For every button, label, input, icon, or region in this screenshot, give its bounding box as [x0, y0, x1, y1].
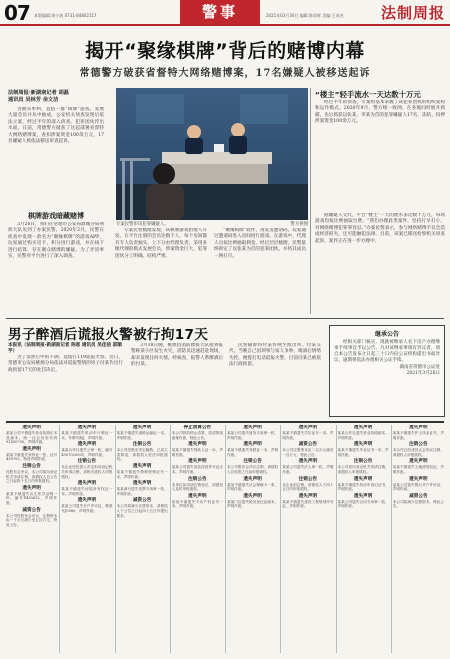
inheritance-notice — [329, 325, 445, 417]
classified-column — [338, 425, 389, 653]
classified-text: 某某不慎遗失不动产权证书一本，声明作废。 — [171, 499, 223, 509]
classified-title: 遗失声明 — [298, 493, 318, 499]
classified-divider — [115, 425, 116, 653]
classified-text: 某某合作社遗失公章一枚，编号4307020001，声明作废。 — [61, 448, 113, 457]
classified-text: 某某不慎遗失残疾人证一本，声明作废。 — [171, 448, 223, 457]
classified-title: 注销公告 — [77, 459, 97, 465]
classified-ad — [227, 459, 278, 474]
classified-text: 经股东会决议，本公司拟向登记机关申请注销，请债权人自公告之日起四十五日内申报债权。 — [6, 469, 58, 484]
classified-column — [6, 425, 57, 653]
classified-text: 本企业拟注销，请债权人于四十五日内申报债权。 — [282, 482, 334, 492]
lead-column — [214, 228, 306, 314]
classified-title: 遗失声明 — [353, 493, 373, 499]
classified-ad — [227, 494, 278, 509]
classified-text: 某某不慎遗失身份证一张，证号430702，特此声明作废。 — [6, 452, 58, 462]
classified-ad — [172, 477, 223, 492]
classified-title: 遗失声明 — [22, 485, 41, 491]
classified-text: 某某不慎遗失教师资格证书一本，声明作废。 — [116, 469, 168, 479]
classified-ad — [117, 464, 168, 479]
lead-subhead: 常德警方破获省督特大网络赌博案，17名嫌疑人被移送起诉 — [79, 68, 371, 79]
classified-ad — [393, 442, 444, 457]
classified-title: 遗失声明 — [77, 498, 97, 504]
classified-title: 减资公告 — [298, 442, 318, 448]
classified-title: 遗失声明 — [243, 425, 262, 430]
classified-column — [227, 425, 278, 653]
second-byline: 本报讯（法制周报·新湖南记者 陈恩 通讯员 吴佳信 邵顺芋） — [8, 343, 122, 355]
classified-text: 某某商行遗失发票专用章一枚，声明作废。 — [116, 487, 168, 496]
classified-text: 某某不慎遗失机动车登记证书，声明作废。 — [337, 482, 389, 492]
classified-ad — [61, 498, 112, 513]
classified-title: 遗失声明 — [353, 425, 373, 430]
classified-column — [172, 425, 223, 653]
classified-title: 遗失声明 — [409, 459, 428, 465]
classified-title: 遗失声明 — [353, 476, 373, 482]
classified-ad — [6, 508, 57, 528]
paragraph: 专案民警梳理发现，该棋牌游戏由他人开发，在平台注册的会员达数千人，每个房间都有专人负责抽头，上下分由代理负责，采用多级代理的模式发展会员，涉案资金巨大，犯罪团伙分工明确、结构严密。 — [115, 228, 207, 259]
classified-divider — [280, 425, 281, 653]
classified-text: 某某公司遗失财务专用章一枚，声明作废。 — [227, 431, 279, 440]
classified-ad — [282, 477, 333, 492]
classified-title: 遗失声明 — [243, 476, 262, 482]
masthead — [0, 0, 450, 26]
classified-text: 某某不慎遗失机动车行驶证一本，车牌号湘J，声明作废。 — [61, 431, 113, 440]
classified-ad — [6, 486, 57, 506]
classified-title: 注销公告 — [353, 459, 373, 465]
classified-title: 减资公告 — [22, 507, 41, 513]
news-photo — [116, 88, 308, 220]
classified-ad — [338, 477, 389, 492]
classified-title: 遗失声明 — [243, 442, 262, 448]
classified-title: 遗失声明 — [132, 481, 152, 487]
classified-ad — [338, 425, 389, 440]
classified-text: 某某不慎遗失土地使用权证，声明作废。 — [392, 465, 444, 474]
classified-ad — [227, 477, 278, 492]
classified-title: 注销公告 — [243, 459, 262, 465]
classified-ad — [393, 459, 444, 474]
classified-ad — [338, 442, 389, 457]
classified-text: 本公司注册资本由二百万元减至一百万元，特此公告。 — [282, 448, 334, 457]
classified-divider — [170, 425, 171, 653]
second-column — [8, 355, 123, 417]
photo-caption — [116, 221, 308, 227]
lead-byline — [8, 90, 104, 104]
classified-ad — [61, 481, 112, 496]
classified-text: 本企业经投资人决定拟向登记机关申请注销，请相关债权人申报债权。 — [61, 465, 113, 479]
editor-line: 本版编辑:周小波 0731-84802117 — [34, 13, 97, 18]
classified-ad — [117, 498, 168, 518]
classified-title: 遗失声明 — [298, 425, 318, 430]
classified-divider — [391, 425, 392, 653]
paragraph: 据嫌疑人交代，平台“楼主”一天的流水多达数十万元，每场游戏均按比例抽取台费。“我们办理此类案件，坚持打早打小，对网络赌博犯罪零容忍。”办案民警表示，参与网络赌博不仅会造成经济损失，还可能触犯法律。目前，该案已移送检察机关审查起诉，案件正在进一步办理中。 — [315, 213, 445, 244]
classified-ad — [227, 425, 278, 440]
classified-title: 注销公告 — [188, 476, 207, 482]
classified-title: 遗失声明 — [409, 425, 428, 430]
notice-title: 继承公告 — [374, 331, 399, 338]
notice-body: 经相关部门核实，现就被继承人名下房产办理继承手续事宜予以公告，凡对该继承事项有异议者，请自本公告发布之日起三十日内向公证机构提出书面异议，逾期将依法办理相关公证手续。 — [334, 340, 440, 363]
classified-ad — [61, 459, 112, 479]
byline-line: 通讯员 吴林芳 余文洁 — [8, 97, 59, 104]
classified-text: 某某门店遗失税务登记证副本，声明作废。 — [227, 499, 279, 509]
classified-text: 本公司经股东决定解散，已成立清算组，请债权人依法申报债权。 — [116, 448, 168, 462]
classifieds-rule — [6, 421, 444, 423]
issue-date-line: 2021年03月30日 编辑:陈琼辉 美编:王成杰 — [266, 13, 344, 18]
classified-ad — [393, 477, 444, 492]
classified-ad — [282, 442, 333, 457]
classified-ad — [393, 425, 444, 440]
lead-subheading: 棋牌游戏暗藏赌博 — [28, 212, 84, 220]
classified-ad — [227, 442, 278, 457]
classified-title: 遗失声明 — [77, 425, 97, 430]
notice-org: 湖南省常德市公证处 — [399, 365, 440, 370]
classified-ad — [282, 459, 333, 474]
classified-text: 某某不慎遗失社会保障卡一张，声明作废。 — [227, 482, 279, 492]
byline-line: 法制周报·新湖南记者 胡磊 — [8, 90, 69, 96]
second-headline: 男子醉酒后谎报火警被行拘17天 — [8, 327, 209, 343]
side-subheading: “楼主”轻手流水一天达数十万元 — [315, 90, 421, 99]
classified-text: 某某不慎遗失道路运输证一本，声明作废。 — [116, 431, 168, 440]
classified-ad — [61, 425, 112, 440]
classified-ad — [6, 464, 57, 484]
paragraph: 3月26日，我们在常德市公安局鼎城分局刑侦大队见到了办案民警。2020年2月，民警在侦查中发现一款名为“聚缘棋牌”的游戏APP，玩家通过购买房卡、积分进行游戏，并在线下进行结算，存在聚众赌博的嫌疑。为了弄清事实，民警对平台进行了深入调查。 — [8, 222, 104, 260]
lead-headline: 揭开“聚缘棋牌”背后的赌博内幕 — [85, 40, 365, 62]
paragraph: 经过半年的侦查，专案组基本掌握了该犯罪团伙的组织架构和运作模式。2020年9月，警方统一收网，在多地同时展开抓捕，先后抓获以张某、李某为首的犯罪嫌疑人17名，冻结、扣押涉案资金100余万元。 — [315, 100, 445, 125]
classified-text: 某某公司遗失法人章一枚，声明作废。 — [282, 465, 334, 474]
classified-text: 某某不慎遗失毕业证书一本，声明作废。 — [337, 448, 389, 457]
classified-title: 遗失声明 — [409, 476, 428, 482]
classified-text: 某某合作社遗失营业执照副本，声明作废。 — [337, 431, 389, 440]
classified-text: 本公司因故停止清算，原清算组备案作废，特此公告。 — [171, 431, 223, 440]
classified-title: 遗失声明 — [353, 442, 373, 448]
classified-text: 某某公司不慎遗失营业执照正本及副本，统一社会信用代码91430700，声明作废。 — [6, 431, 58, 445]
classified-title: 注销公告 — [298, 476, 318, 482]
classified-ad — [172, 425, 223, 440]
classified-ad — [61, 442, 112, 457]
lead-column — [8, 107, 104, 207]
photo-caption-text: 专案民警审讯犯罪嫌疑人。 — [116, 222, 169, 227]
second-column — [131, 343, 223, 417]
classified-text: 某某不慎遗失学位证书一本，声明作废。 — [282, 431, 334, 440]
classified-text: 某某公司遗失开户许可证，核准号J5580，声明作废。 — [61, 504, 113, 513]
classified-ad — [338, 459, 389, 474]
paragraph: “聚缘棋牌”软件，再发送邀请码，玩家通过邀请码进入房间进行游戏。在游戏中，代理人员按比例抽取佣金。经过层层梳理，民警最终锁定了以张某为首的犯罪团伙，并将其成员一网打尽。 — [214, 228, 306, 259]
classified-text: 某某公司遗失食品经营许可证正本，声明作废。 — [171, 465, 223, 474]
classified-text: 本单位拟申请注销登记，请债权人及时申报债权。 — [171, 482, 223, 492]
classified-column — [117, 425, 168, 653]
classified-ad — [172, 494, 223, 509]
classified-title: 遗失声明 — [132, 463, 152, 469]
classified-text: 本公司拟减少注册资本，请债权人于公告之日起四十五日内提出要求。 — [116, 504, 168, 518]
classified-title: 减资公告 — [409, 493, 428, 499]
classified-title: 遗失声明 — [243, 493, 262, 499]
classified-ad — [117, 425, 168, 440]
classified-column — [393, 425, 444, 653]
classified-divider — [59, 425, 60, 653]
classified-ad — [172, 442, 223, 457]
section-title: 警事 — [201, 3, 238, 21]
classified-title: 注销公告 — [22, 463, 41, 469]
classified-text: 本公司经股东会决议，注册资本由一千万元减少至五百万元，特此公告。 — [6, 513, 58, 527]
section-rule — [6, 318, 444, 319]
classified-text: 某某公司遗失银行开户许可证，声明作废。 — [392, 482, 444, 492]
classified-title: 遗失声明 — [77, 442, 97, 448]
photo-credit: 警方供图 — [290, 222, 308, 227]
classified-title: 遗失声明 — [188, 442, 207, 448]
paragraph: 民警随即将付某传唤至派出所。付某交代，当晚自己因琐事与家人争吵，喝酒后情绪失控，便拨打电话谎报火警，目前付某已被依法行政拘留。 — [229, 343, 321, 368]
classified-text: 本合作社经成员大会决议注销，请债权人申报债权。 — [392, 448, 444, 457]
classified-title: 遗失声明 — [188, 493, 207, 499]
classified-ad — [172, 459, 223, 474]
classified-ad — [6, 447, 57, 462]
classified-ad — [117, 442, 168, 462]
interrogation-photo — [116, 88, 308, 220]
classified-title: 遗失声明 — [188, 459, 207, 465]
classified-title: 遗失声明 — [22, 425, 41, 430]
classified-text: 本公司拟向登记机关申请注销，请债权人申报债权。 — [337, 465, 389, 474]
classified-text: 某某不慎遗失出生医学证明一份，编号P430612，声明作废。 — [6, 491, 58, 505]
classified-text: 某某不慎遗失驾驶证一本，声明作废。 — [227, 448, 279, 457]
classified-text: 某某不慎遗失房屋所有权证一本，声明作废。 — [61, 487, 113, 496]
classified-title: 遗失声明 — [298, 459, 318, 465]
classified-ad — [338, 494, 389, 509]
classified-title: 遗失声明 — [77, 481, 97, 487]
paper-brand: 法制周报 — [380, 4, 445, 22]
classified-text: 某某不慎遗失建设工程规划许可证，声明作废。 — [282, 499, 334, 509]
classified-divider — [225, 425, 226, 653]
paragraph: 3月18日晚，桃源县消防救援大队接到报警称某小区发生火灾，消防员迅速赶赴现场，却未发现任何火情。经核查，报警人系醉酒后的付某。 — [131, 343, 223, 368]
classified-text: 本公司股东会决议注销，请债权人自见报之日起申报债权。 — [227, 465, 279, 474]
classified-text: 某某公司遗失合同专用章一枚，声明作废。 — [337, 499, 389, 509]
classified-text: 某某不慎遗失护士执业证书，声明作废。 — [392, 431, 444, 440]
classified-title: 遗失声明 — [132, 425, 152, 430]
section-band — [180, 0, 260, 24]
classified-ad — [6, 425, 57, 445]
side-column — [315, 213, 445, 314]
classified-column — [282, 425, 333, 653]
classified-divider — [336, 425, 337, 653]
classified-ad — [393, 494, 444, 509]
classified-ad — [282, 494, 333, 509]
paragraph: 为抽头牟利，竟搭一群“棋牌”游戏，发展大量会员并从中抽成，公安机关侦查发现后依法立案，经过半年的深入侦查，犯罪团伙浮出水面。日前，常德警方破获了这起部署省督特大网络赌博案，查扣涉案资金100余万元，17名嫌疑人被依法移送审查起诉。 — [8, 107, 104, 145]
classifieds-grid — [6, 425, 444, 653]
lead-column — [8, 222, 104, 314]
classified-ad — [117, 481, 168, 496]
classified-column — [61, 425, 112, 653]
classified-text: 本公司拟减少注册资本，特此公告。 — [392, 499, 444, 509]
column-divider — [310, 88, 311, 314]
classified-title: 注销公告 — [132, 442, 152, 448]
second-column — [229, 343, 321, 417]
classified-title: 遗失声明 — [22, 446, 41, 452]
side-column — [315, 100, 445, 212]
classified-ad — [282, 425, 333, 440]
classified-title: 停止清算公告 — [183, 425, 212, 430]
page-number: 07 — [4, 1, 30, 25]
paragraph: 为了发泄心中的不满，竟拨打119谎报火警。近日，常德市公安局桃源分局依法对谎报警情的男子付某作出行政拘留17天的处罚决定。 — [8, 355, 123, 373]
lead-column — [115, 228, 207, 314]
notice-date: 2021年3月26日 — [406, 371, 440, 376]
classified-title: 注销公告 — [409, 442, 428, 448]
classified-title: 减资公告 — [132, 498, 152, 504]
